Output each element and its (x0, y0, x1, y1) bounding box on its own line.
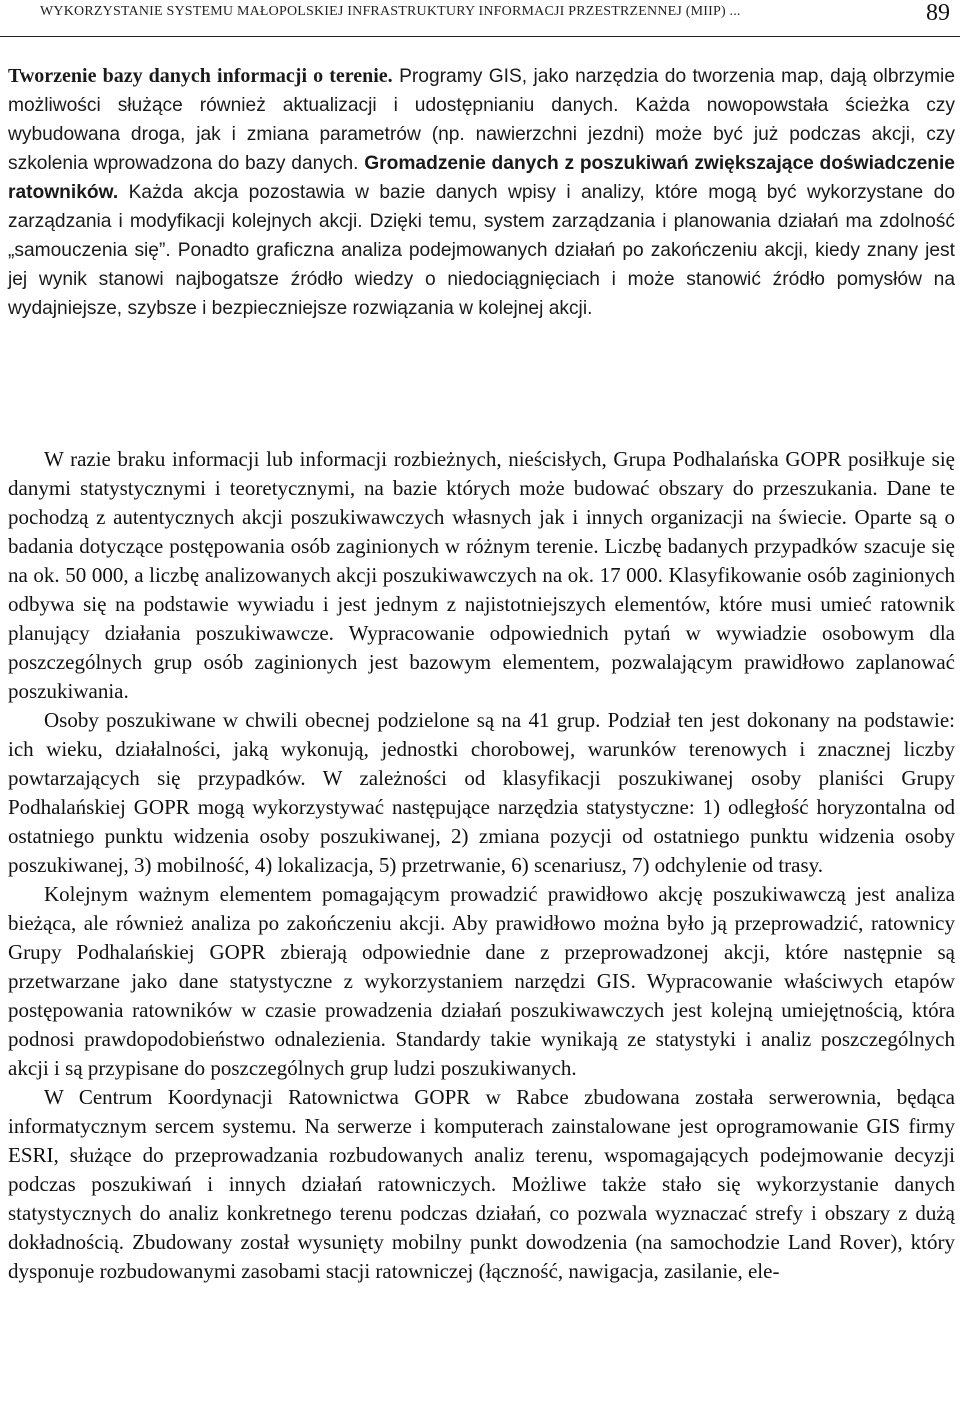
paragraph: W Centrum Koordynacji Ratownictwa GOPR w Rabce zbudowana została serwerownia, będąca informatycznym sercem systemu. Na serwerze i komputerach zainstalowane jest oprogramowanie GIS firmy ESRI, służące do przeprowadzania rozbudowanych analiz terenu, wspomagających podejmowanie decyzji podczas poszukiwań i innych działań ratowniczych. Możliwe także stało się wykorzystanie danych statystycznych do analiz konkretnego terenu podczas działań, co pozwala wyznaczać strefy i obszary z dużą dokładnością. Zbudowany został wysunięty mobilny punkt dowodzenia (na samochodzie Land Rover), który dysponuje rozbudowanymi zasobami stacji ratowniczej (łączność, nawigacja, zasilanie, ele- (8, 1085, 955, 1283)
paragraph: Kolejnym ważnym elementem pomagającym prowadzić prawidłowo akcję poszukiwawczą jest analiza bieżąca, ale również analiza po zakończeniu akcji. Aby prawidłowo można było ją przeprowadzić, ratownicy Grupy Podhalańskiej GOPR zbierają odpowiednie dane z przeprowadzonej akcji, które następnie są przetwarzane jako dane statystyczne z wykorzystaniem narzędzi GIS. Wypracowanie właściwych etapów postępowania ratowników w czasie prowadzenia działań poszukiwawczych jest kolejną umiejętnością, która podnosi prawdopodobieństwo odnalezienia. Standardy takie wynikają ze statystyki i analiz poszczególnych akcji i są przypisane do poszczególnych grup ludzi poszukiwanych. (8, 882, 955, 1080)
feature-heading-2: Gromadzenie danych z poszukiwań zwiększające doświadczenie ratowników. (8, 153, 955, 203)
running-title: WYKORZYSTANIE SYSTEMU MAŁOPOLSKIEJ INFRASTRUKTURY INFORMACJI PRZESTRZENNEJ (MIIP) ... (40, 4, 741, 19)
running-header (0, 0, 960, 37)
page-number: 89 (926, 0, 950, 26)
paragraph: W razie braku informacji lub informacji rozbieżnych, nieścisłych, Grupa Podhalańska GOPR posiłkuje się danymi statystycznymi i teoretycznymi, na bazie których może budować obszary do przeszukania. Dane te pochodzą z autentycznych akcji poszukiwawczych własnych jak i innych organizacji na świecie. Oparte są o badania dotyczące postępowania osób zaginionych w różnym terenie. Liczbę badanych przypadków szacuje się na ok. 50 000, a liczbę analizowanych akcji poszukiwawczych na ok. 17 000. Klasyfikowanie osób zaginionych odbywa się na podstawie wywiadu i jest jednym z najistotniejszych elementów, które musi umieć ratownik planujący działania poszukiwawcze. Wypracowanie odpowiednich pytań w wywiadzie osobowym dla poszczególnych grup osób zaginionych jest bazowym elementem, pozwalającym prawidłowo zaplanować poszukiwania. (8, 447, 955, 703)
feature-heading-1: Tworzenie bazy danych informacji o terenie. (8, 65, 393, 87)
feature-text-1: Programy GIS, jako narzędzia do tworzenia map, dają olbrzymie możliwości służące również aktualizacji i udostępnianiu danych. Każda nowopowstała ścieżka czy wybudowana droga, jak i zmiana parametrów (np. nawierzchni jezdni) może być już podczas akcji, czy szkolenia wprowadzona do bazy danych. (8, 66, 955, 174)
feature-text-2: Każda akcja pozostawia w bazie danych wpisy i analizy, które mogą być wykorzystane do zarządzania i modyfikacji kolejnych akcji. Dzięki temu, system zarządzania i planowania działań ma zdolność „samouczenia się”. Ponadto graficzna analiza podejmowanych działań po zakończeniu akcji, kiedy znany jest jej wynik stanowi najbogatsze źródło wiedzy o niedociągnięciach i może stanowić źródło pomysłów na wydajniejsze, szybsze i bezpieczniejsze rozwiązania w kolejnej akcji. (8, 182, 955, 319)
paragraph: Osoby poszukiwane w chwili obecnej podzielone są na 41 grup. Podział ten jest dokonany na podstawie: ich wieku, działalności, jaką wykonują, jednostki chorobowej, warunków terenowych i znacznej liczby powtarzających się przypadków. W zależności od klasyfikacji poszukiwanej osoby planiści Grupy Podhalańskiej GOPR mogą wykorzystywać następujące narzędzia statystyczne: 1) odległość horyzontalna od ostatniego punktu widzenia osoby poszukiwanej, 2) zmiana pozycji od ostatniego punktu widzenia osoby poszukiwanej, 3) mobilność, 4) lokalizacja, 5) przetrwanie, 6) scenariusz, 7) odchylenie od trasy. (8, 708, 955, 877)
feature-block (8, 62, 955, 323)
body-text (8, 445, 955, 1286)
